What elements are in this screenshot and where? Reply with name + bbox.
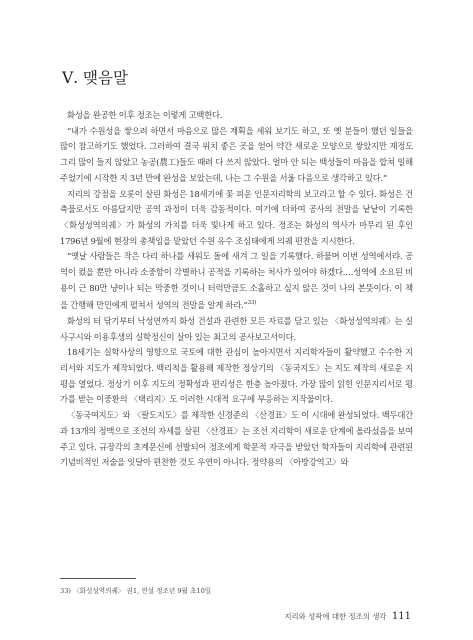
footnote-divider — [60, 578, 136, 579]
footnote-marker: 33) — [247, 300, 257, 307]
running-title: 지리와 성곽에 대한 정조의 생각 — [284, 612, 387, 621]
section-heading: Ⅴ. 맺음말 — [62, 69, 128, 87]
page-number: 111 — [391, 611, 411, 622]
footnote: 33) 〈화성성역의궤〉 권1, 연설 정조년 9월 초10일 — [60, 587, 212, 595]
paragraph: 화성의 터 닦기부터 낙성연까지 화성 건설과 관련한 모든 자료를 담고 있는 〈화성성역의궤〉는 실사구시와 이용후생의 실학정신이 살아 있는 최고의 공사보고서이다. — [60, 315, 413, 342]
body-text — [60, 108, 413, 471]
paragraph: “내가 수원성을 쌓으려 하면서 마음으로 많은 계획을 세워 보기도 하고, 또 옛 분들이 했던 일들을 많이 참고하기도 했었다. 그러하여 결국 위치 좋은 곳을 얻어 약간 새로운 모양으로 쌓았지만 재정도 그리 많이 들지 않았고 농공(農工)들도 때려 다 쓰지 않았다. 얼마 안 되는 백성들이 마음을 합쳐 일해 주었기에 시작한 지 3년 만에 완성을 보았는데, 나는 그 수원을 서울 다음으로 생각하고 있다.” — [60, 125, 413, 183]
paragraph: 화성을 완공한 이후 정조는 이렇게 고백한다. — [67, 110, 223, 120]
paragraph-text: “옛날 사람들은 작은 다리 하나를 세워도 돌에 새겨 그 일을 기록했다. 하물며 이번 성역에서랴. 공역이 컸을 뿐만 아니라 소중함이 각별하니 공적을 기록하는 처사가 있어야 하겠다.…성역에 소요된 비용이 근 80만 냥이나 되는 막중한 것이니 터럭만큼도 소홀하고 싶지 않은 것이 나의 본뜻이다. 이 책을 간행해 만민에게 펼쳐서 성역의 전말을 알게 하라.” — [60, 251, 413, 311]
paragraph — [60, 187, 413, 250]
paragraph — [60, 249, 413, 314]
paragraph: 18세기는 실학사상의 영향으로 국토에 대한 관심이 높아지면서 지리학자들이 활약했고 수수한 지리서와 지도가 제작되었다. 백리척을 활용해 제작한 정상기의 〈동국지도〉는 지도 제작의 새로운 지평을 열었다. 정상기 이후 지도의 정확성과 편리성은 한층 높아졌다. 가장 많이 읽힌 인문지리서로 평가를 받는 이중환의 〈택리지〉도 이러한 시대적 요구에 부응하는 지작물이다. — [60, 347, 413, 405]
page-footer — [284, 611, 411, 622]
paragraph: 〈동국여지도〉와 〈팔도지도〉를 제작한 신경준의 〈산경표〉도 이 시대에 완성되었다. 백두대간과 13개의 정맥으로 조선의 자세를 살핀 〈산경표〉는 조선 지리학이 새로운 단계에 올라섰음을 보여주고 있다. 규장각의 초계문신에 선발되어 정조에게 학문적 자극을 받았던 학자들이 지리학에 관련된 기념비적인 저술을 잇달아 편찬한 것도 우연이 아니다. 정약용의 〈아방강역고〉와 — [60, 410, 413, 468]
paragraph-text: 지리의 강점을 오롯이 살린 화성은 18세기에 꽃 피운 인문지리학의 보고라고 할 수 있다. 화성은 건축물로서도 아름답지만 공역 과정이 더욱 감동적이다. 여기에 더하여 공사의 전말을 낱낱이 기록한 〈화성성역의궤〉가 화성의 가치를 더욱 빛나게 하고 있다. 정조는 화성의 역사가 마무리 된 후인 1796년 9월에 현장의 총책임을 맡았던 수원 유수 조심태에게 의궤 편찬을 지시한다. — [60, 188, 413, 246]
